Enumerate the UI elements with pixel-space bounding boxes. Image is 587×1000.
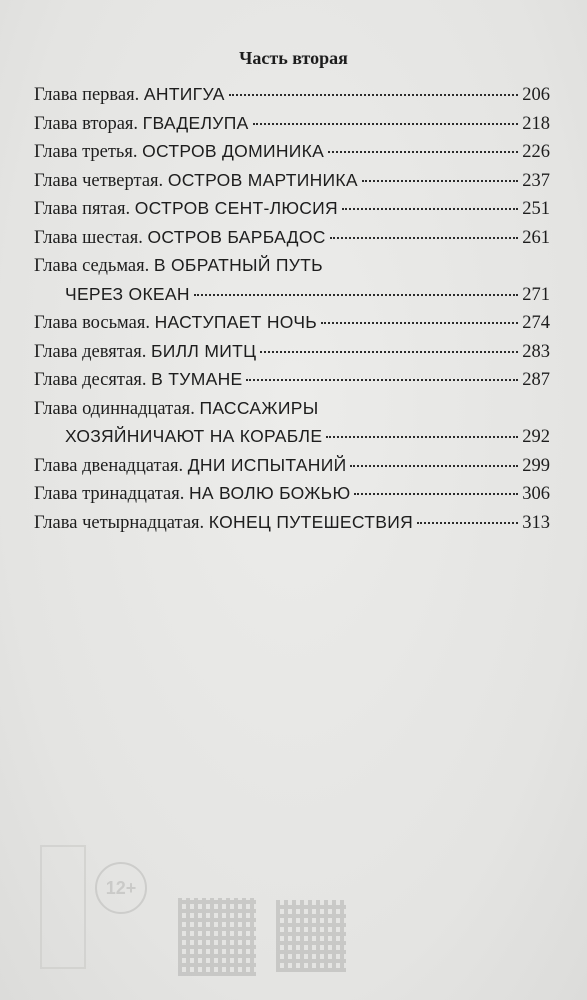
page-number: 237 (522, 170, 550, 191)
page-number: 226 (522, 142, 550, 162)
qr-code-show-through (276, 900, 346, 972)
dot-leader (253, 123, 519, 125)
dot-leader (321, 322, 518, 324)
page-number: 283 (522, 341, 550, 362)
qr-code-show-through (178, 898, 256, 976)
chapter-title: ДНИ ИСПЫТАНИЙ (187, 454, 347, 475)
page-number: 292 (522, 427, 550, 447)
chapter-title: ПАССАЖИРЫ (199, 397, 319, 418)
page-number: 251 (522, 199, 550, 219)
chapter-number: Глава третья. (34, 142, 143, 162)
dot-leader (330, 237, 519, 239)
toc-entry[interactable] (34, 84, 550, 113)
toc-entry-continuation[interactable] (34, 426, 550, 455)
chapter-title: ЧЕРЕЗ ОКЕАН (65, 283, 190, 304)
section-heading: Часть вторая (239, 48, 348, 68)
chapter-number: Глава четвертая. (34, 170, 168, 191)
toc-entry[interactable] (34, 512, 550, 541)
chapter-number: Глава пятая. (34, 199, 135, 219)
chapter-title: НАСТУПАЕТ НОЧЬ (154, 312, 318, 332)
chapter-number: Глава двенадцатая. (34, 455, 188, 476)
page-number: 271 (522, 284, 550, 305)
dot-leader (342, 208, 518, 210)
chapter-title: БИЛЛ МИТЦ (150, 340, 257, 361)
publisher-logo-show-through (40, 845, 86, 969)
chapter-title: В ТУМАНЕ (151, 369, 243, 389)
dot-leader (328, 151, 518, 153)
chapter-number: Глава вторая. (34, 113, 143, 134)
chapter-title: В ОБРАТНЫЙ ПУТЬ (153, 255, 323, 275)
dot-leader (350, 465, 518, 467)
page-number: 274 (522, 313, 550, 333)
dot-leader (246, 379, 518, 381)
page-number: 287 (522, 370, 550, 390)
page-number: 313 (522, 512, 550, 533)
chapter-number: Глава седьмая. (34, 256, 154, 276)
toc-entry[interactable] (34, 170, 550, 199)
chapter-title: ОСТРОВ БАРБАДОС (147, 226, 326, 247)
chapter-number: Глава восьмая. (34, 313, 155, 333)
toc-entry[interactable] (34, 455, 550, 484)
dot-leader (326, 436, 518, 438)
dot-leader (417, 522, 518, 524)
toc-entry[interactable] (34, 141, 550, 170)
chapter-number: Глава десятая. (34, 370, 152, 390)
chapter-number: Глава одиннадцатая. (34, 398, 200, 419)
chapter-title: НА ВОЛЮ БОЖЬЮ (188, 483, 351, 503)
toc-entry[interactable] (34, 369, 550, 398)
toc-entry[interactable] (34, 113, 550, 142)
chapter-title: ХОЗЯЙНИЧАЮТ НА КОРАБЛЕ (65, 426, 323, 446)
dot-leader (194, 294, 518, 296)
toc-entry[interactable] (34, 198, 550, 227)
age-rating-badge: 12+ (95, 862, 147, 914)
page-number: 218 (522, 113, 550, 134)
chapter-title: ОСТРОВ СЕНТ-ЛЮСИЯ (134, 198, 338, 218)
dot-leader (362, 180, 518, 182)
dot-leader (260, 351, 518, 353)
chapter-number: Глава тринадцатая. (34, 484, 189, 504)
chapter-number: Глава шестая. (34, 227, 148, 248)
chapter-title: ОСТРОВ ДОМИНИКА (142, 141, 325, 161)
toc-entry-continuation[interactable] (34, 284, 550, 313)
toc-entry[interactable] (34, 255, 550, 284)
chapter-number: Глава четырнадцатая. (34, 512, 209, 533)
page-number: 299 (522, 455, 550, 476)
page-number: 261 (522, 227, 550, 248)
toc-entry[interactable] (34, 483, 550, 512)
chapter-title: АНТИГУА (143, 84, 225, 104)
toc-entry[interactable] (34, 312, 550, 341)
chapter-title: ГВАДЕЛУПА (142, 112, 249, 133)
page-number: 306 (522, 484, 550, 504)
dot-leader (354, 493, 518, 495)
toc-entry[interactable] (34, 341, 550, 370)
chapter-title: КОНЕЦ ПУТЕШЕСТВИЯ (208, 511, 414, 532)
chapter-number: Глава девятая. (34, 341, 151, 362)
toc-entry[interactable] (34, 227, 550, 256)
toc-entry[interactable] (34, 398, 550, 427)
page-number: 206 (522, 85, 550, 105)
chapter-number: Глава первая. (34, 85, 144, 105)
table-of-contents (34, 84, 550, 540)
dot-leader (229, 94, 519, 96)
chapter-title: ОСТРОВ МАРТИНИКА (167, 169, 358, 190)
